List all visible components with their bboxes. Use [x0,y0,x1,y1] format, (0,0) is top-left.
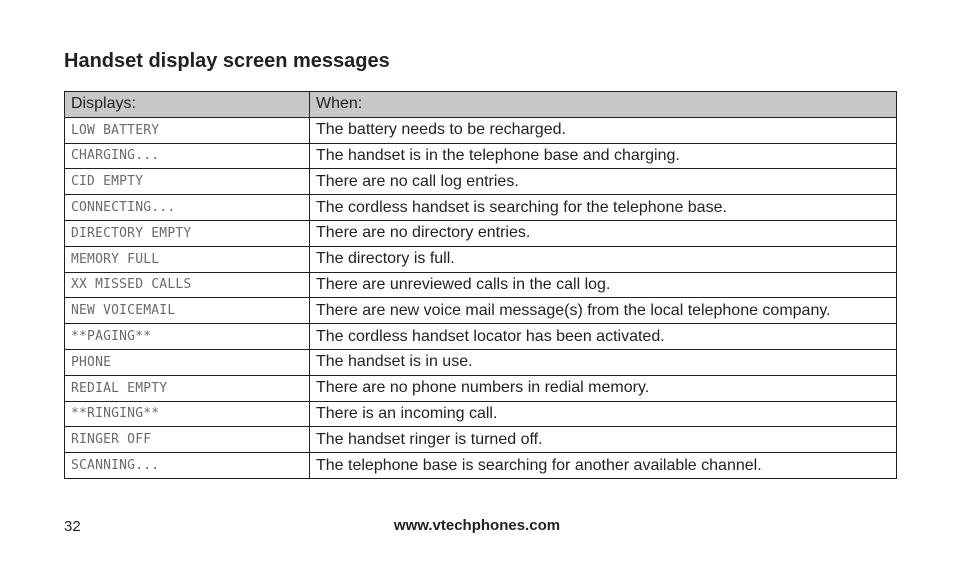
table-row [65,349,897,375]
table-row [65,427,897,453]
section-title: Handset display screen messages [64,50,390,72]
page-number: 32 [64,518,81,535]
display-message: REDIAL EMPTY [65,375,310,401]
display-message: XX MISSED CALLS [65,272,310,298]
table-row [65,298,897,324]
when-description: The handset ringer is turned off. [310,427,897,453]
when-description: There are no call log entries. [310,169,897,195]
display-message: DIRECTORY EMPTY [65,220,310,246]
when-description: There are new voice mail message(s) from the local telephone company. [310,298,897,324]
when-description: The battery needs to be recharged. [310,117,897,143]
when-description: The directory is full. [310,246,897,272]
when-description: The telephone base is searching for another available channel. [310,453,897,479]
table-row [65,375,897,401]
header-when: When: [310,92,897,118]
display-messages-table [64,91,897,479]
table-row [65,246,897,272]
display-message: **PAGING** [65,324,310,350]
table-row [65,272,897,298]
table-row [65,169,897,195]
when-description: There are no directory entries. [310,220,897,246]
display-message: RINGER OFF [65,427,310,453]
when-description: There are no phone numbers in redial memory. [310,375,897,401]
display-message: CID EMPTY [65,169,310,195]
display-message: PHONE [65,349,310,375]
table-row [65,117,897,143]
display-message: LOW BATTERY [65,117,310,143]
table-row [65,143,897,169]
table-row [65,220,897,246]
table-row [65,401,897,427]
display-message: CONNECTING... [65,195,310,221]
when-description: The cordless handset is searching for the telephone base. [310,195,897,221]
when-description: The handset is in the telephone base and charging. [310,143,897,169]
when-description: The cordless handset locator has been activated. [310,324,897,350]
table-header-row [65,92,897,118]
footer-url: www.vtechphones.com [393,517,561,534]
display-message: **RINGING** [65,401,310,427]
when-description: The handset is in use. [310,349,897,375]
table-row [65,453,897,479]
when-description: There is an incoming call. [310,401,897,427]
table-row [65,195,897,221]
display-message: MEMORY FULL [65,246,310,272]
header-displays: Displays: [65,92,310,118]
display-message: SCANNING... [65,453,310,479]
table-row [65,324,897,350]
display-message: CHARGING... [65,143,310,169]
when-description: There are unreviewed calls in the call log. [310,272,897,298]
display-message: NEW VOICEMAIL [65,298,310,324]
